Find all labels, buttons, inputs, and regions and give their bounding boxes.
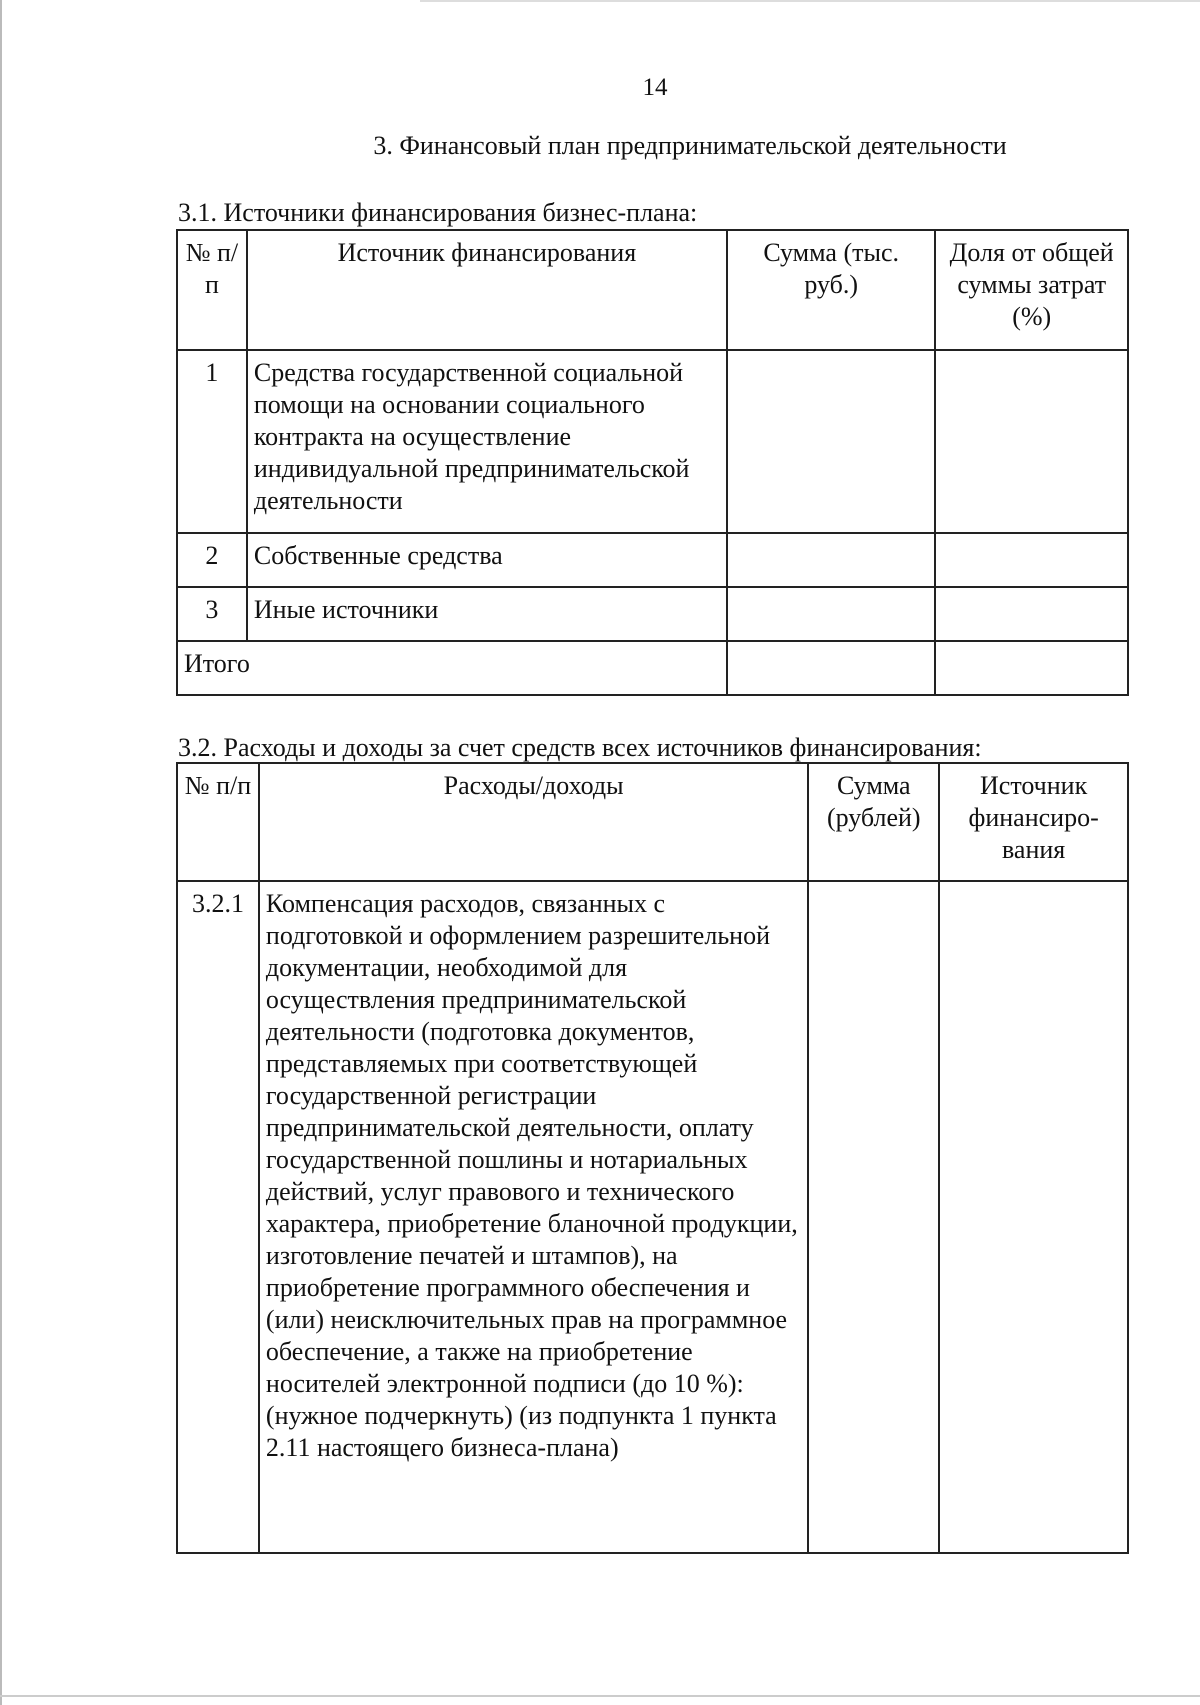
row-share-cell[interactable] <box>935 587 1128 641</box>
header-sum: Сумма (тыс. руб.) <box>727 230 935 350</box>
header-item: Расходы/доходы <box>259 763 808 881</box>
row-sum-cell[interactable] <box>727 350 935 533</box>
row-source: Средства государственной социальной помощи на основании социального контракта на осуществление индивидуальной предпринимательской деятельности <box>247 350 727 533</box>
expenses-income-table <box>176 762 1129 1554</box>
row-source: Иные источники <box>247 587 727 641</box>
scan-edge <box>0 0 2 1705</box>
table-row <box>177 350 1128 533</box>
row-num: 2 <box>177 533 247 587</box>
header-share: Доля от общей суммы затрат (%) <box>935 230 1128 350</box>
total-row <box>177 641 1128 695</box>
table-header-row <box>177 230 1128 350</box>
subsection-title-3-2: 3.2. Расходы и доходы за счет средств всех источников финансирования: <box>178 733 982 762</box>
row-sum-cell[interactable] <box>808 881 939 1553</box>
section-title: 3. Финансовый план предпринимательской деятельности <box>373 131 1007 160</box>
header-source: Источник финансирования <box>247 230 727 350</box>
header-num: № п/п <box>177 230 247 350</box>
funding-sources-table <box>176 229 1129 696</box>
row-num: 3 <box>177 587 247 641</box>
scan-edge <box>0 1695 1200 1697</box>
table-row <box>177 587 1128 641</box>
header-source: Источник финансиро-вания <box>939 763 1128 881</box>
row-num: 1 <box>177 350 247 533</box>
row-share-cell[interactable] <box>935 533 1128 587</box>
table-header-row <box>177 763 1128 881</box>
scan-edge <box>420 0 1200 2</box>
header-sum: Сумма (рублей) <box>808 763 939 881</box>
row-share-cell[interactable] <box>935 350 1128 533</box>
subsection-title-3-1: 3.1. Источники финансирования бизнес-плана: <box>178 198 698 227</box>
page-number: 14 <box>642 74 668 101</box>
row-source: Собственные средства <box>247 533 727 587</box>
total-label: Итого <box>177 641 727 695</box>
row-num: 3.2.1 <box>177 881 259 1553</box>
row-item: Компенсация расходов, связанных с подготовкой и оформлением разрешительной документации, необходимой для осуществления предпринимательской деятельности (подготовка документов, представляемых при соответствующей государственной регистрации предпринимательской деятельности, оплату государственной пошлины и нотариальных действий, услуг правового и технического характера, приобретение бланочной продукции, изготовление печатей и штампов), на приобретение программного обеспечения и (или) неисключительных прав на программное обеспечение, а также на приобретение носителей электронной подписи (до 10 %): (нужное подчеркнуть) (из подпункта 1 пункта 2.11 настоящего бизнеса-плана) <box>259 881 808 1553</box>
table-row <box>177 533 1128 587</box>
row-sum-cell[interactable] <box>727 533 935 587</box>
row-source-cell[interactable] <box>939 881 1128 1553</box>
total-share-cell[interactable] <box>935 641 1128 695</box>
row-sum-cell[interactable] <box>727 587 935 641</box>
header-num: № п/п <box>177 763 259 881</box>
table-row <box>177 881 1128 1553</box>
total-sum-cell[interactable] <box>727 641 935 695</box>
